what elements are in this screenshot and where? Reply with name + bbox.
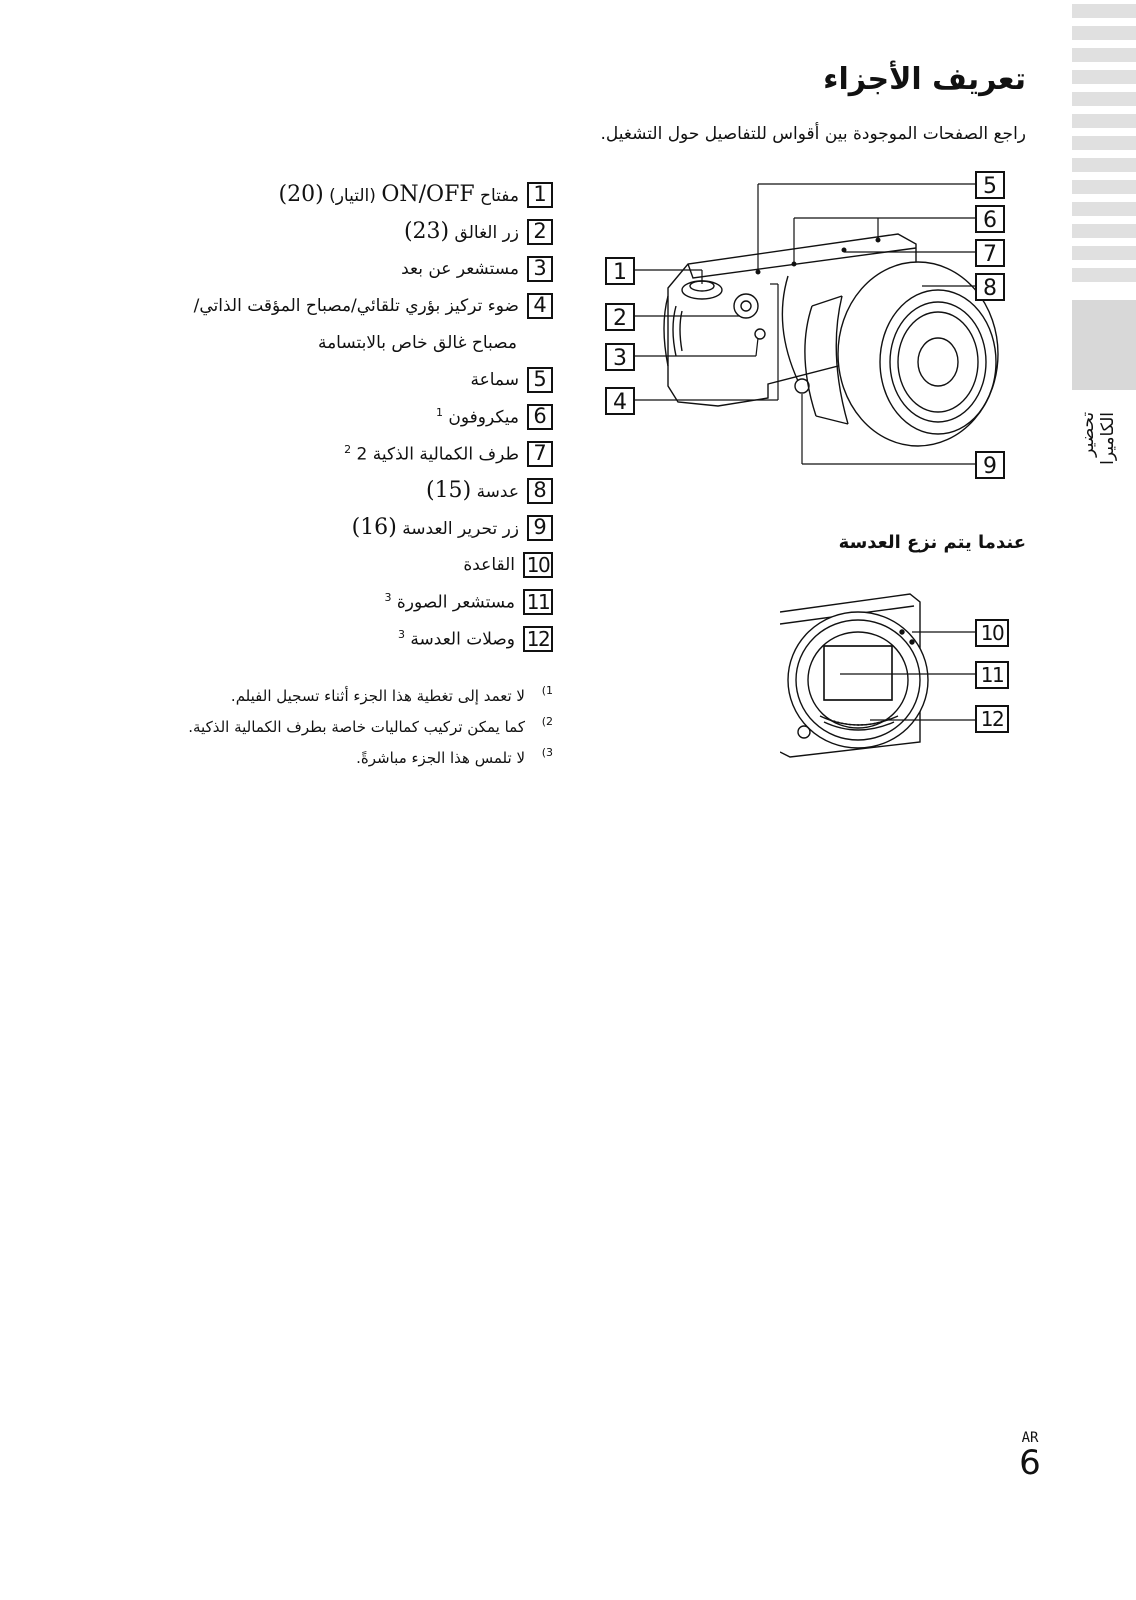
- part-number: 5: [527, 367, 553, 393]
- footnote-mark: 3): [541, 746, 553, 759]
- part-number: 11: [523, 589, 553, 615]
- part-item: [93, 509, 553, 546]
- page-number: [1010, 1430, 1050, 1483]
- footnote-ref: 1: [435, 405, 443, 419]
- part-item: [93, 435, 553, 472]
- sidebar-stripe: [1072, 4, 1136, 18]
- part-label: وصلات العدسة: [410, 629, 515, 650]
- footnote-text: لا تعمد إلى تغطية هذا الجزء أثناء تسجيل الفيلم.: [230, 686, 525, 705]
- label-10: 10: [980, 621, 1004, 645]
- footnote-text: لا تلمس هذا الجزء مباشرةً.: [356, 748, 525, 767]
- label-5: 5: [983, 174, 997, 199]
- sidebar-stripe: [1072, 48, 1136, 62]
- part-number: 1: [527, 182, 553, 208]
- footnote: [93, 742, 553, 773]
- part-item: [93, 361, 553, 398]
- part-number: 12: [523, 626, 553, 652]
- part-item: [93, 398, 553, 435]
- label-11: 11: [980, 663, 1004, 687]
- part-number: 9: [527, 515, 553, 541]
- sidebar-stripe: [1072, 158, 1136, 172]
- part-number: 10: [523, 552, 553, 578]
- label-7: 7: [983, 242, 997, 267]
- sidebar-stripe: [1072, 180, 1136, 194]
- page-number-value: 6: [1019, 1443, 1041, 1483]
- part-label: مفتاح: [480, 186, 519, 206]
- label-1: 1: [613, 260, 627, 285]
- part-label: سماعة: [470, 369, 519, 390]
- part-label: طرف الكمالية الذكية 2: [356, 444, 519, 465]
- sidebar-stripe: [1072, 114, 1136, 128]
- sidebar-stripe: [1072, 70, 1136, 84]
- part-number: 7: [527, 441, 553, 467]
- part-label: عدسة: [476, 482, 519, 502]
- part-label: مستشعر الصورة: [396, 592, 515, 613]
- footnote-mark: 2): [541, 715, 553, 728]
- footnote: [93, 711, 553, 742]
- part-number: 4: [527, 293, 553, 319]
- part-label: مستشعر عن بعد: [401, 258, 519, 279]
- footnote-ref: 2: [344, 442, 352, 456]
- label-3: 3: [613, 346, 627, 371]
- footnotes: [93, 680, 553, 773]
- part-page-ref: (15): [425, 478, 472, 503]
- part-page-ref: (23): [403, 219, 450, 244]
- footnote-text: كما يمكن تركيب كماليات خاصة بطرف الكمالية الذكية.: [188, 717, 525, 736]
- sidebar-chapter-label: تحضير الكاميرا: [1078, 412, 1118, 465]
- sidebar-stripe: [1072, 224, 1136, 238]
- part-page-ref: (20): [278, 182, 324, 207]
- parts-list: [93, 176, 553, 657]
- part-item: [93, 213, 553, 250]
- part-item: [93, 176, 553, 213]
- part-number: 2: [527, 219, 553, 245]
- part-paren: (التيار): [329, 186, 376, 206]
- part-number: 8: [527, 478, 553, 504]
- label-9: 9: [983, 454, 997, 479]
- chapter-sidebar: [1072, 0, 1136, 465]
- part-item: [93, 620, 553, 657]
- label-12: 12: [980, 707, 1004, 731]
- part-item: [93, 546, 553, 583]
- section-title-lens-removed: عندما يتم نزع العدسة: [838, 532, 1026, 553]
- part-item: [93, 472, 553, 509]
- sidebar-stripe: [1072, 268, 1136, 282]
- part-item: [93, 583, 553, 620]
- part-item: [93, 250, 553, 287]
- part-label-extra: ON/OFF: [381, 182, 475, 207]
- footnote-ref: 3: [384, 590, 392, 604]
- part-number: 3: [527, 256, 553, 282]
- label-2: 2: [613, 306, 627, 331]
- sidebar-stripe: [1072, 92, 1136, 106]
- part-label: ضوء تركيز بؤري تلقائي/مصباح المؤقت الذاتي/: [193, 295, 519, 316]
- part-label: زر تحرير العدسة: [402, 519, 519, 539]
- label-8: 8: [983, 276, 997, 301]
- sidebar-stripe: [1072, 26, 1136, 40]
- intro-text: راجع الصفحات الموجودة بين أقواس للتفاصيل حول التشغيل.: [600, 124, 1026, 144]
- part-label-continuation: مصباح غالق خاص بالابتسامة: [317, 332, 517, 353]
- footnote: [93, 680, 553, 711]
- sidebar-stripe: [1072, 136, 1136, 150]
- page-lang: AR: [1021, 1430, 1039, 1446]
- part-label: زر الغالق: [454, 223, 519, 243]
- label-6: 6: [983, 208, 997, 233]
- sidebar-stripe: [1072, 246, 1136, 260]
- mount-illustration: [780, 592, 1030, 762]
- page-title: تعريف الأجزاء: [823, 62, 1026, 97]
- label-4: 4: [613, 390, 627, 415]
- sidebar-active-block: [1072, 300, 1136, 390]
- part-label: القاعدة: [463, 554, 515, 575]
- footnote-mark: 1): [541, 684, 553, 697]
- camera-front-illustration: [598, 166, 1018, 482]
- sidebar-stripe: [1072, 202, 1136, 216]
- part-number: 6: [527, 404, 553, 430]
- footnote-ref: 3: [398, 627, 405, 641]
- part-label: ميكروفون: [448, 407, 519, 428]
- part-page-ref: (16): [351, 515, 397, 540]
- part-item: [93, 287, 553, 324]
